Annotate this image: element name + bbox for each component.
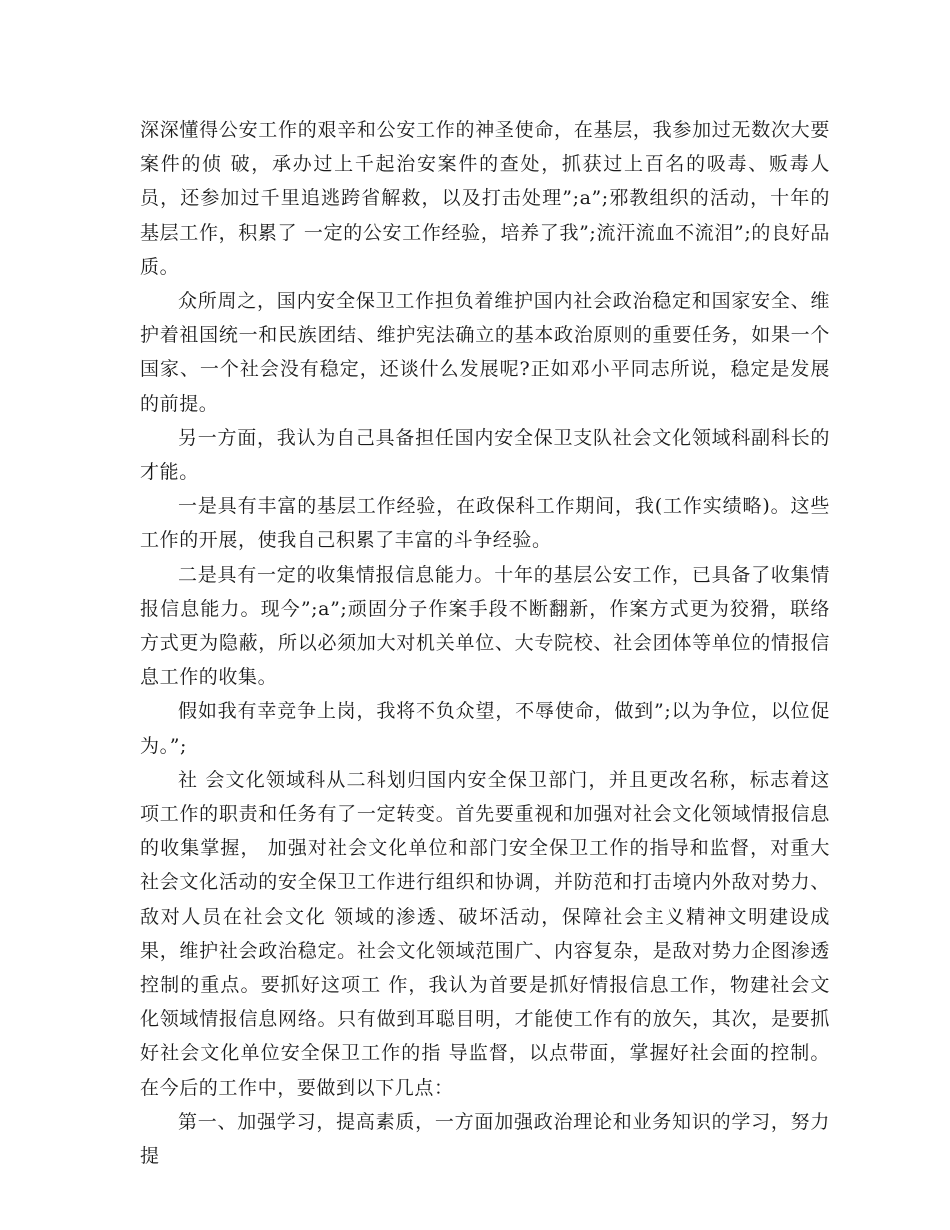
paragraph-7: 社 会文化领域科从二科划归国内安全保卫部门，并且更改名称，标志着这项工作的职责和任务有了一定转变。首先要重视和加强对社会文化领域情报信息的收集掌握， 加强对社会文化单位和部门安全保卫工作的指导和监督，对重大社会文化活动的安全保卫工作进行组织和协调，并防范和打击境内外敌对势力、敌对人员在社会文化 领域的渗透、破坏活动，保障社会主义精神文明建设成果，维护社会政治稳定。社会文化领域范围广、内容复杂，是敌对势力企图渗透控制的重点。要抓好这项工 作，我认为首要是抓好情报信息工作，物建社会文化领域情报信息网络。只有做到耳聪目明，才能使工作有的放矢，其次，是要抓好社会文化单位安全保卫工作的指 导监督，以点带面，掌握好社会面的控制。在今后的工作中，要做到以下几点：	[140, 768, 830, 1099]
paragraph-1: 深深懂得公安工作的艰辛和公安工作的神圣使命，在基层，我参加过无数次大要案件的侦 破，承办过上千起治安案件的查处，抓获过上百名的吸毒、贩毒人员，还参加过千里追逃跨省解救，以及打击处理”;a”;邪教组织的活动，十年的基层工作，积累了 一定的公安工作经验，培养了我”;流汗流血不流泪”;的良好品质。	[140, 119, 830, 278]
paragraph-2: 众所周之，国内安全保卫工作担负着维护国内社会政治稳定和国家安全、维护着祖国统一和民族团结、维护宪法确立的基本政治原则的重要任务，如果一个国家、一个社会没有稳定，还谈什么发展呢?正如邓小平同志所说，稳定是发展的前提。	[140, 290, 830, 415]
paragraph-8: 第一、加强学习，提高素质，一方面加强政治理论和业务知识的学习，努力提	[140, 1110, 830, 1168]
paragraph-6: 假如我有幸竞争上岗，我将不负众望，不辱使命，做到”;以为争位，以位促为。”;	[140, 700, 830, 757]
document-body	[140, 113, 830, 1173]
paragraph-3: 另一方面，我认为自己具备担任国内安全保卫支队社会文化领域科副科长的才能。	[140, 426, 830, 484]
paragraph-5: 二是具有一定的收集情报信息能力。十年的基层公安工作，已具备了收集情报信息能力。现今”;a”;顽固分子作案手段不断翻新，作案方式更为狡猾，联络方式更为隐蔽，所以必须加大对机关单位、大专院校、社会团体等单位的情报信息工作的收集。	[140, 563, 830, 689]
paragraph-4: 一是具有丰富的基层工作经验，在政保科工作期间，我(工作实绩略)。这些工作的开展，使我自己积累了丰富的斗争经验。	[140, 495, 830, 552]
